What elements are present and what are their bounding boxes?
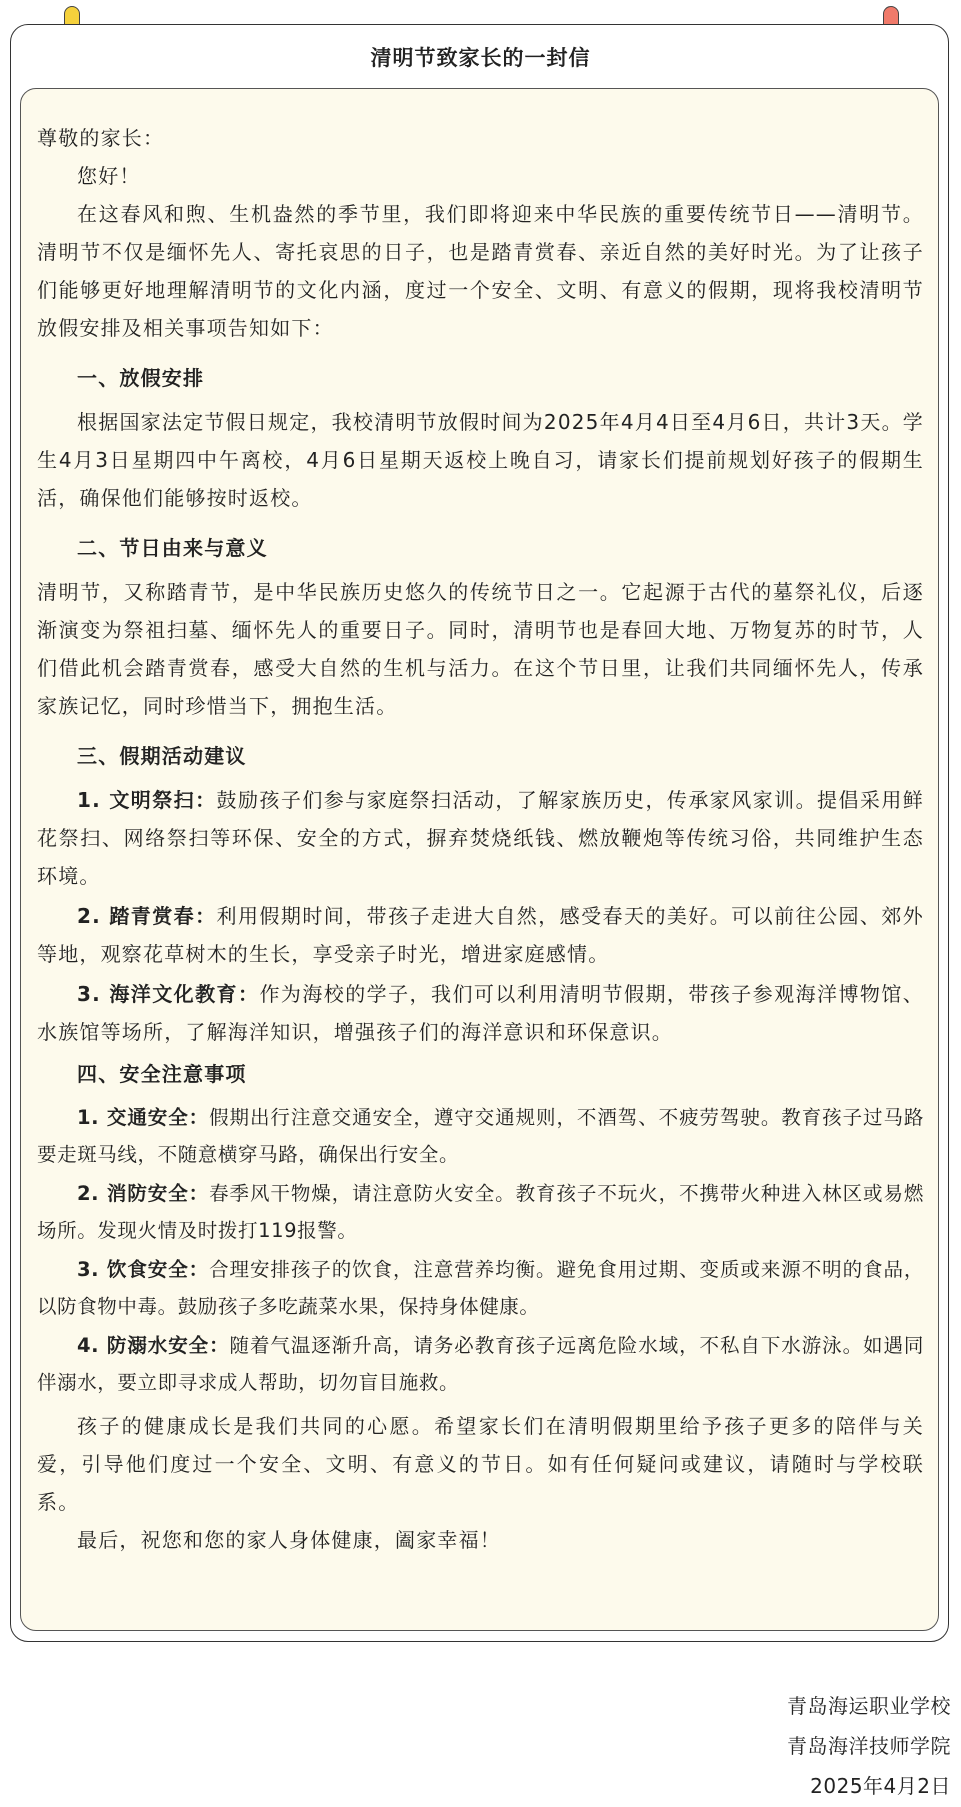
safety-item: 2. 消防安全：春季风干物燥，请注意防火安全。教育孩子不玩火，不携带火种进入林区或易燃场所。发现火情及时拨打119报警。	[37, 1182, 924, 1242]
section-heading-safety: 四、安全注意事项	[77, 1062, 247, 1086]
safety-item: 1. 交通安全：假期出行注意交通安全，遵守交通规则，不酒驾、不疲劳驾驶。教育孩子过马路要走斑马线，不随意横穿马路，确保出行安全。	[37, 1106, 924, 1166]
letter-title: 清明节致家长的一封信	[370, 46, 591, 70]
signature-school-1: 青岛海运职业学校	[787, 1694, 951, 1718]
safety-item: 3. 饮食安全：合理安排孩子的饮食，注意营养均衡。避免食用过期、变质或来源不明的食品，以防食物中毒。鼓励孩子多吃蔬菜水果，保持身体健康。	[37, 1258, 924, 1318]
greeting: 尊敬的家长：	[37, 126, 165, 150]
holiday-paragraph: 根据国家法定节假日规定，我校清明节放假时间为2025年4月4日至4月6日，共计3天。学生4月3日星期四中午离校，4月6日星期天返校上晚自习，请家长们提前规划好孩子的假期生活，确保他们能够按时返校。	[37, 410, 924, 510]
activity-item: 3. 海洋文化教育：作为海校的学子，我们可以利用清明节假期，带孩子参观海洋博物馆、水族馆等场所，了解海洋知识，增强孩子们的海洋意识和环保意识。	[37, 982, 924, 1044]
section-heading-origin: 二、节日由来与意义	[77, 536, 268, 560]
intro-paragraph: 在这春风和煦、生机盎然的季节里，我们即将迎来中华民族的重要传统节日——清明节。清明节不仅是缅怀先人、寄托哀思的日子，也是踏青赏春、亲近自然的美好时光。为了让孩子们能够更好地理解清明节的文化内涵，度过一个安全、文明、有意义的假期，现将我校清明节放假安排及相关事项告知如下：	[37, 202, 924, 340]
signature-school-2: 青岛海洋技师学院	[787, 1734, 951, 1758]
letter-body	[20, 88, 939, 1631]
section-heading-activities: 三、假期活动建议	[77, 744, 247, 768]
activity-item: 2. 踏青赏春：利用假期时间，带孩子走进大自然，感受春天的美好。可以前往公园、郊外等地，观察花草树木的生长，享受亲子时光，增进家庭感情。	[37, 904, 924, 966]
wish-paragraph: 最后，祝您和您的家人身体健康，阖家幸福！	[77, 1528, 501, 1552]
safety-section	[37, 1055, 924, 1401]
closing-paragraph: 孩子的健康成长是我们共同的心愿。希望家长们在清明假期里给予孩子更多的陪伴与关爱，引导他们度过一个安全、文明、有意义的节日。如有任何疑问或建议，请随时与学校联系。	[37, 1414, 924, 1514]
section-heading-holiday: 一、放假安排	[77, 366, 205, 390]
origin-paragraph: 清明节，又称踏青节，是中华民族历史悠久的传统节日之一。它起源于古代的墓祭礼仪，后逐渐演变为祭祖扫墓、缅怀先人的重要日子。同时，清明节也是春回大地、万物复苏的时节，人们借此机会踏青赏春，感受大自然的生机与活力。在这个节日里，让我们共同缅怀先人，传承家族记忆，同时珍惜当下，拥抱生活。	[37, 580, 924, 718]
hello: 您好！	[77, 164, 141, 188]
safety-item: 4. 防溺水安全：随着气温逐渐升高，请务必教育孩子远离危险水域，不私自下水游泳。如遇同伴溺水，要立即寻求成人帮助，切勿盲目施救。	[37, 1334, 924, 1394]
activity-item: 1. 文明祭扫：鼓励孩子们参与家庭祭扫活动，了解家族历史，传承家风家训。提倡采用鲜花祭扫、网络祭扫等环保、安全的方式，摒弃焚烧纸钱、燃放鞭炮等传统习俗，共同维护生态环境。	[37, 788, 924, 888]
signature-date: 2025年4月2日	[810, 1774, 951, 1798]
